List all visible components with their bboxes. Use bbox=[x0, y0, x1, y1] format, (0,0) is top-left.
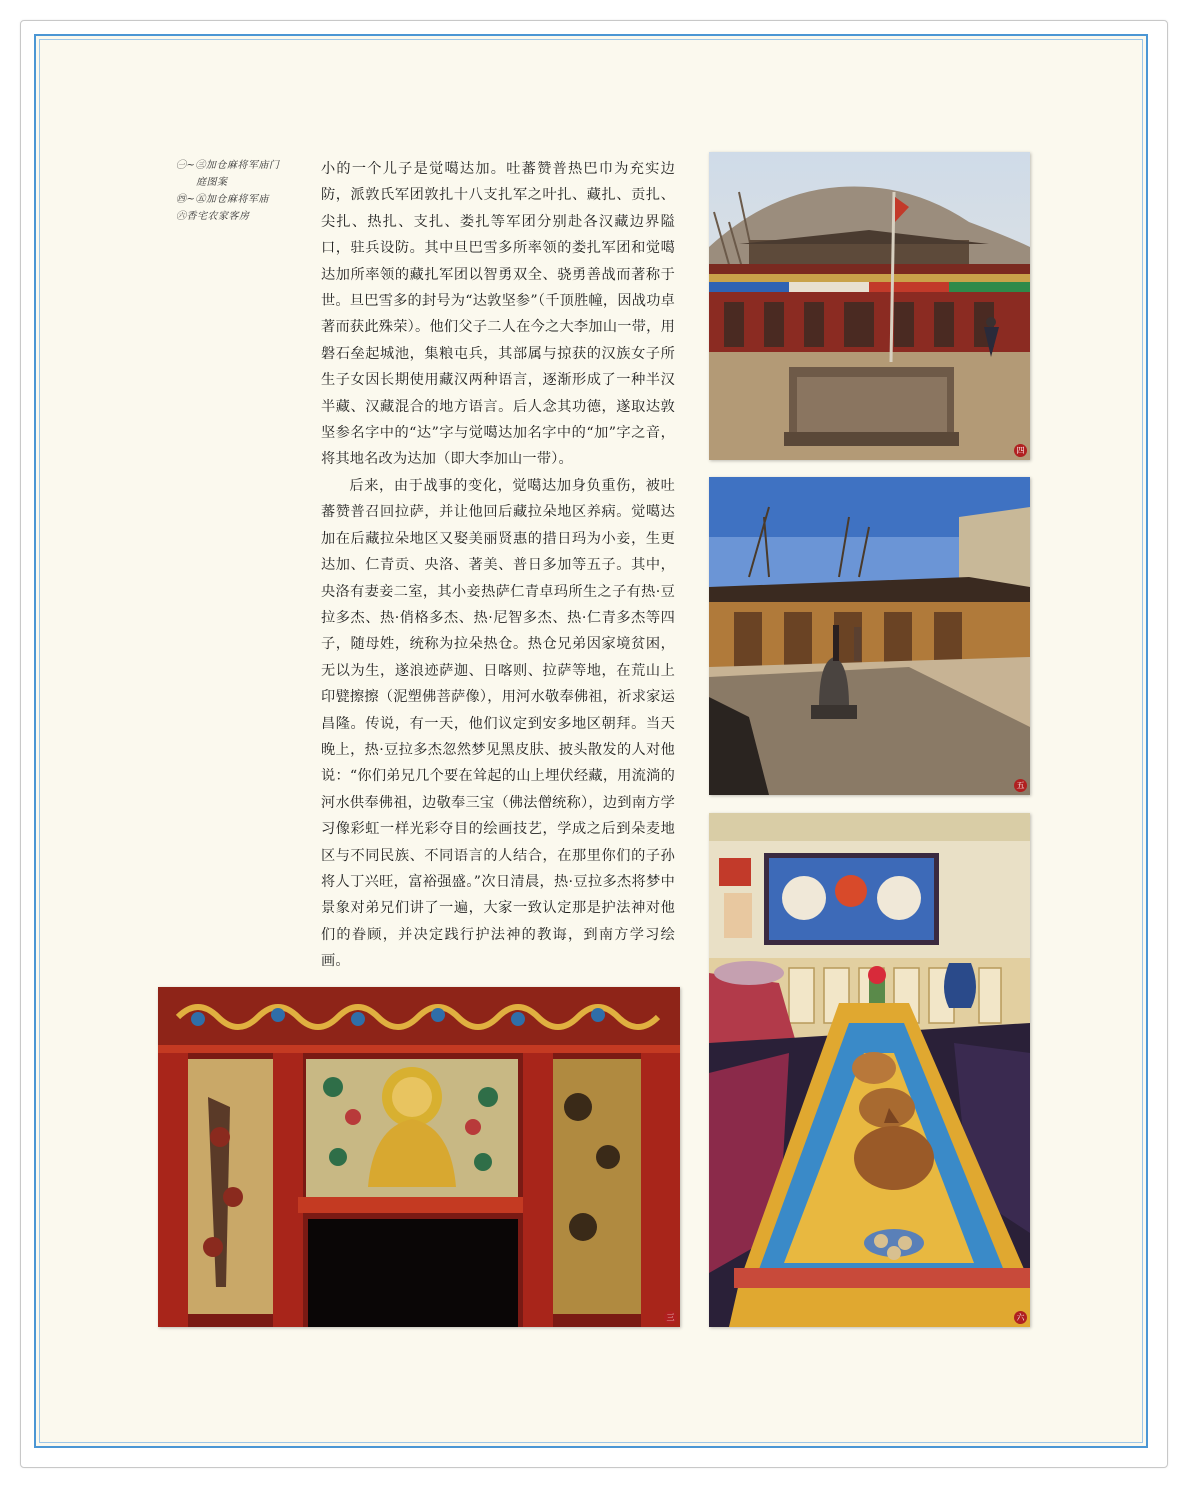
photo-number-badge: 三 bbox=[664, 1311, 677, 1324]
courtyard-photo bbox=[709, 477, 1030, 795]
caption-line: ㊅香宅农家客房 bbox=[176, 211, 250, 222]
photo-captions bbox=[176, 157, 316, 225]
temple-exterior-photo bbox=[709, 152, 1030, 460]
photo-number-badge: 六 bbox=[1014, 1311, 1027, 1324]
photo-number-badge: 四 bbox=[1014, 444, 1027, 457]
caption-line: ㊃~㊄加仓麻将军庙 bbox=[176, 194, 269, 205]
caption-line: ㊀~㊂加仓麻将军庙门 bbox=[176, 160, 280, 171]
photo-number-badge: 五 bbox=[1014, 779, 1027, 792]
caption-line: 庭图案 bbox=[196, 177, 228, 188]
paragraph-1: 小的一个儿子是觉噶达加。吐蕃赞普热巴巾为充实边防，派敦氏军团敦扎十八支扎军之叶扎、藏扎、贡扎、尖扎、热扎、支扎、娄扎等军团分别赴各汉藏边界隘口，驻兵设防。其中旦巴雪多所率领的娄扎军团和觉噶达加所率领的藏扎军团以智勇双全、骁勇善战而著称于世。旦巴雪多的封号为“达敦坚参”（千顶胜幢，因战功卓著而获此殊荣）。他们父子二人在今之大李加山一带，用磐石垒起城池，集粮屯兵，其部属与掠获的汉族女子所生子女因长期使用藏汉两种语言，逐渐形成了一种半汉半藏、汉藏混合的地方语言。后人念其功德，遂取达敦坚参名字中的“达”字与觉噶达加名字中的“加”字之音，将其地名改为达加（即大李加山一带）。 bbox=[321, 161, 675, 468]
article-body bbox=[321, 156, 675, 975]
guest-room-photo bbox=[709, 813, 1030, 1327]
painted-door-photo bbox=[158, 987, 680, 1327]
paragraph-2: 后来，由于战事的变化，觉噶达加身负重伤，被吐蕃赞普召回拉萨，并让他回后藏拉朵地区养病。觉噶达加在后藏拉朵地区又娶美丽贤惠的措日玛为小妾，生更达加、仁青贡、央洛、著美、普日多加等五子。其中，央洛有妻妾二室，其小妾热萨仁青卓玛所生之子有热·豆拉多杰、热·俏格多杰、热·尼智多杰、热·仁青多杰等四子，随母姓，统称为拉朵热仓。热仓兄弟因家境贫困，无以为生，遂浪迹萨迦、日喀则、拉萨等地，在荒山上印甓擦擦（泥塑佛菩萨像），用河水敬奉佛祖，祈求家运昌隆。传说，有一天，他们议定到安多地区朝拜。当天晚上，热·豆拉多杰忽然梦见黑皮肤、披头散发的人对他说：“你们弟兄几个要在耸起的山上埋伏经藏，用流淌的河水供奉佛祖，边敬奉三宝（佛法僧统称），边到南方学习像彩虹一样光彩夺目的绘画技艺，学成之后到朵麦地区与不同民族、不同语言的人结合，在那里你们的子孙将人丁兴旺，富裕强盛。”次日清晨，热·豆拉多杰将梦中景象对弟兄们讲了一遍，大家一致认定那是护法神对他们的眷顾，并决定践行护法神的教诲，到南方学习绘画。 bbox=[321, 477, 675, 970]
